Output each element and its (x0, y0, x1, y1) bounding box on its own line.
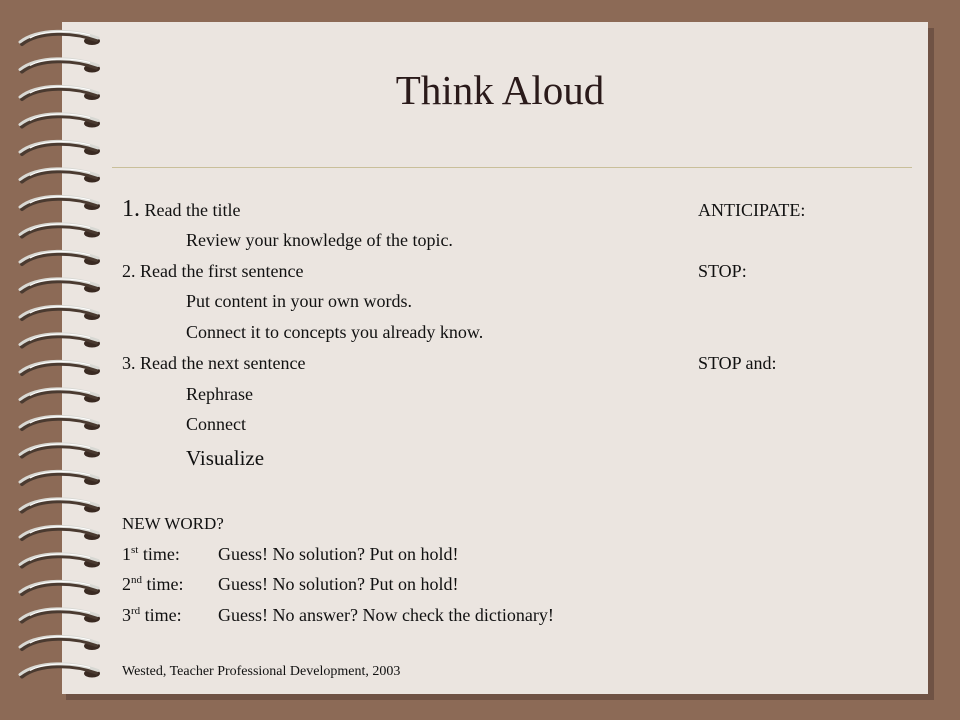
binding-ring (20, 251, 100, 265)
slide-title: Think Aloud (395, 67, 605, 113)
new-word-row-3-text: Guess! No answer? Now check the dictionary! (218, 605, 554, 625)
binding-ring (20, 526, 100, 540)
new-word-row-1-label (122, 544, 218, 565)
time-label: time: (144, 605, 182, 625)
new-word-heading: NEW WORD? (122, 514, 224, 533)
ordinal-suffix: rd (131, 605, 141, 617)
binding-ring (20, 31, 100, 45)
binding-ring (20, 196, 100, 210)
binding-ring (20, 141, 100, 155)
binding-ring (20, 554, 100, 568)
binding-ring (20, 114, 100, 128)
step-2-text: Read the first sentence (140, 261, 304, 281)
binding-ring (20, 334, 100, 348)
step-3 (122, 353, 305, 374)
binding-ring (20, 664, 100, 678)
binding-ring (20, 581, 100, 595)
ordinal-suffix: st (131, 544, 139, 556)
binding-ring (20, 636, 100, 650)
step-3-sub-1: Rephrase (186, 384, 253, 404)
ordinal: 2 (122, 574, 131, 594)
binding-ring (20, 169, 100, 183)
step-2 (122, 261, 303, 282)
binding-ring (20, 389, 100, 403)
new-word-row-3 (122, 605, 554, 626)
step-1-number: 1. (122, 196, 140, 222)
step-3-action: STOP and: (698, 353, 777, 373)
binding-ring (20, 444, 100, 458)
step-1 (122, 196, 240, 223)
binding-ring (20, 499, 100, 513)
binding-ring (20, 609, 100, 623)
time-label: time: (146, 574, 184, 594)
step-1-text: Read the title (144, 200, 241, 220)
step-3-number: 3. (122, 353, 136, 373)
new-word-row-1-text: Guess! No solution? Put on hold! (218, 544, 459, 564)
step-2-action: STOP: (698, 261, 747, 281)
new-word-row-2-text: Guess! No solution? Put on hold! (218, 574, 459, 594)
step-1-sub-1: Review your knowledge of the topic. (186, 230, 453, 250)
binding-ring (20, 471, 100, 485)
step-2-sub-1: Put content in your own words. (186, 291, 412, 311)
title-divider (112, 167, 912, 168)
new-word-row-2-label (122, 574, 218, 595)
step-3-sub-3: Visualize (186, 446, 265, 470)
binding-ring (20, 224, 100, 238)
step-1-action: ANTICIPATE: (698, 200, 806, 220)
step-2-sub-2: Connect it to concepts you already know. (186, 322, 484, 342)
binding-ring (20, 279, 100, 293)
ordinal-suffix: nd (131, 574, 142, 586)
step-3-text: Read the next sentence (140, 353, 306, 373)
ordinal: 1 (122, 544, 131, 564)
new-word-row-3-label (122, 605, 218, 626)
new-word-row-1 (122, 544, 459, 565)
binding-ring (20, 416, 100, 430)
step-2-number: 2. (122, 261, 136, 281)
time-label: time: (142, 544, 180, 564)
ordinal: 3 (122, 605, 131, 625)
new-word-row-2 (122, 574, 459, 595)
citation-footer: Wested, Teacher Professional Development, 2003 (122, 664, 401, 679)
binding-ring (20, 306, 100, 320)
step-3-sub-2: Connect (186, 414, 246, 434)
binding-ring (20, 361, 100, 375)
